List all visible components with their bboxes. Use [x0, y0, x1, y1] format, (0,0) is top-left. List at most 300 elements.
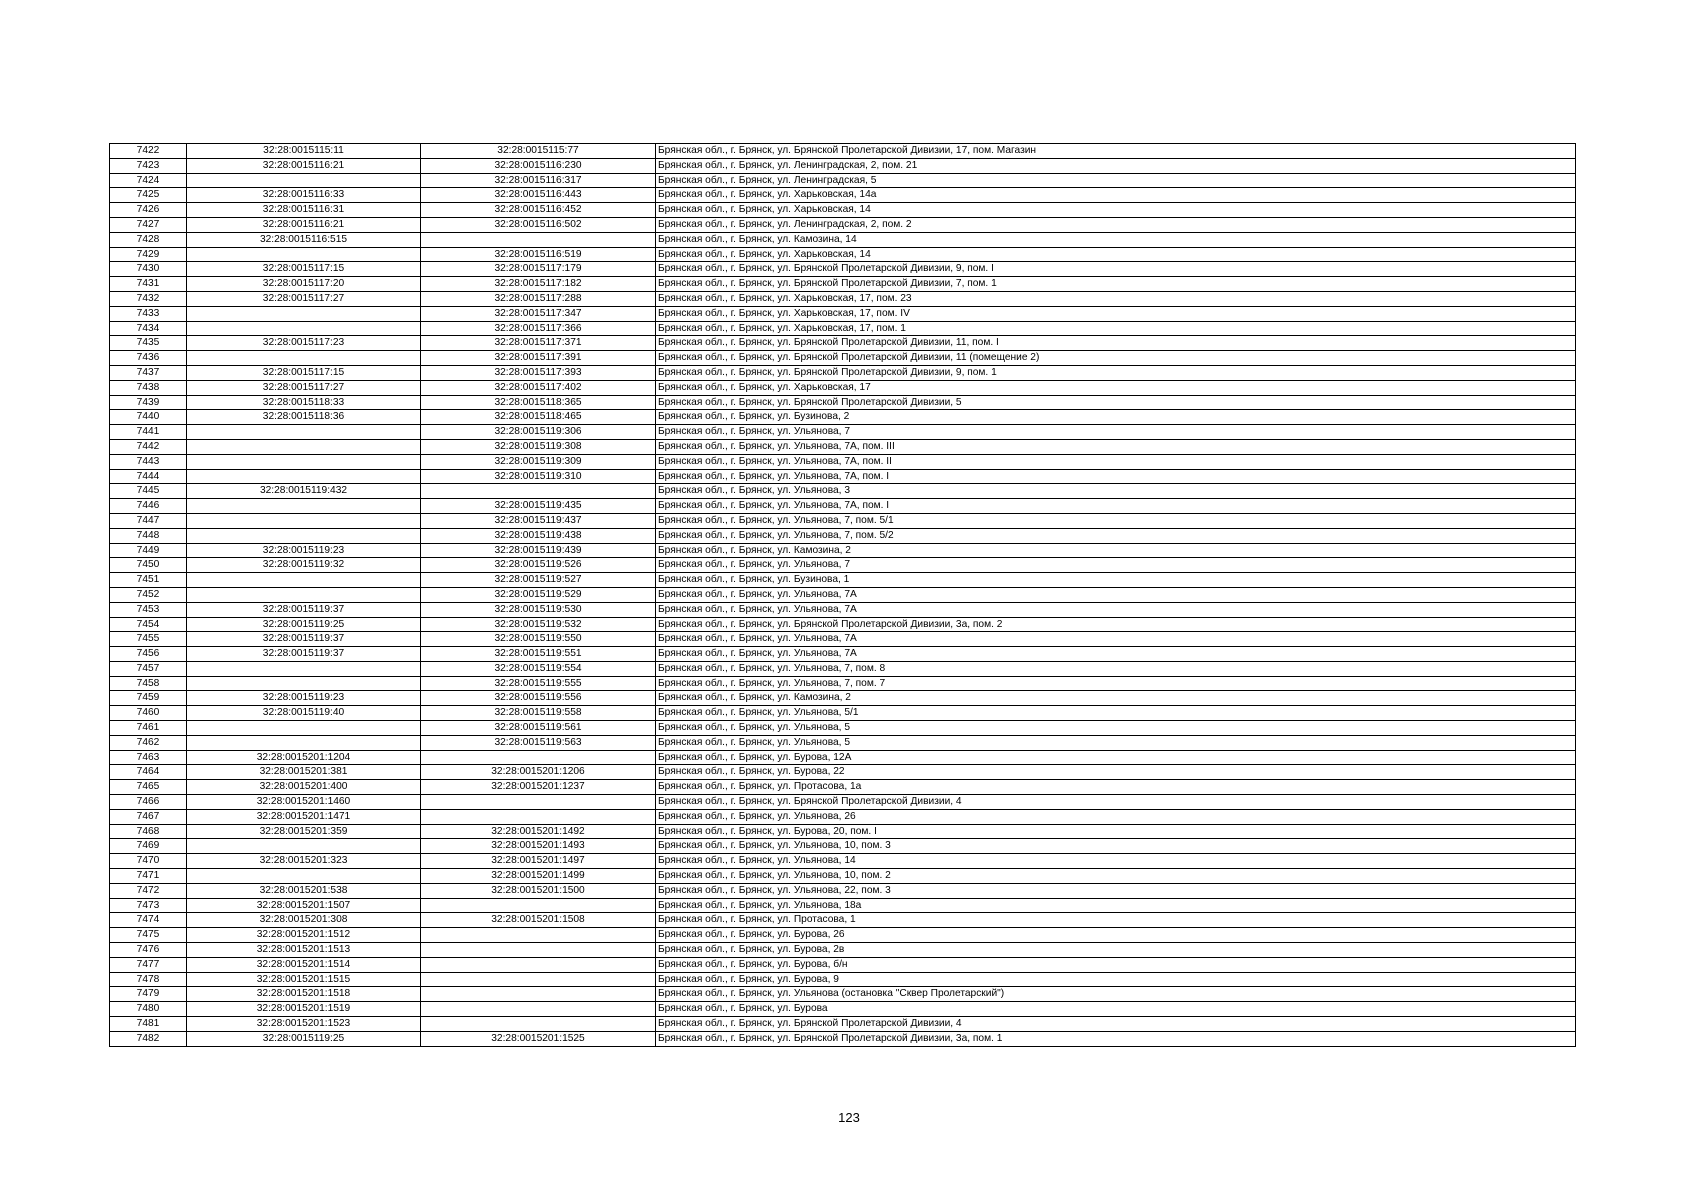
row-number-cell: 7439: [110, 395, 187, 410]
address-cell: Брянская обл., г. Брянск, ул. Ульянова, 7, пом. 7: [656, 676, 1576, 691]
object-cadastral-number-cell: 32:28:0015117:288: [421, 291, 656, 306]
object-cadastral-number-cell: 32:28:0015201:1508: [421, 913, 656, 928]
row-number-cell: 7482: [110, 1031, 187, 1046]
object-cadastral-number-cell: 32:28:0015118:465: [421, 410, 656, 425]
address-cell: Брянская обл., г. Брянск, ул. Ульянова, 18а: [656, 898, 1576, 913]
table-row: [110, 721, 1576, 736]
land-cadastral-number-cell: 32:28:0015119:23: [187, 543, 421, 558]
row-number-cell: 7437: [110, 365, 187, 380]
object-cadastral-number-cell: 32:28:0015119:530: [421, 602, 656, 617]
address-cell: Брянская обл., г. Брянск, ул. Бузинова, 1: [656, 573, 1576, 588]
object-cadastral-number-cell: [421, 898, 656, 913]
land-cadastral-number-cell: 32:28:0015201:1523: [187, 1017, 421, 1032]
object-cadastral-number-cell: 32:28:0015118:365: [421, 395, 656, 410]
address-cell: Брянская обл., г. Брянск, ул. Ульянова, 22, пом. 3: [656, 883, 1576, 898]
land-cadastral-number-cell: [187, 735, 421, 750]
land-cadastral-number-cell: 32:28:0015119:37: [187, 602, 421, 617]
row-number-cell: 7447: [110, 513, 187, 528]
table-row: [110, 365, 1576, 380]
address-cell: Брянская обл., г. Брянск, ул. Харьковская, 17, пом. 23: [656, 291, 1576, 306]
row-number-cell: 7424: [110, 173, 187, 188]
row-number-cell: 7458: [110, 676, 187, 691]
land-cadastral-number-cell: 32:28:0015201:538: [187, 883, 421, 898]
table-row: [110, 587, 1576, 602]
land-cadastral-number-cell: 32:28:0015117:15: [187, 365, 421, 380]
land-cadastral-number-cell: 32:28:0015116:31: [187, 203, 421, 218]
land-cadastral-number-cell: 32:28:0015119:37: [187, 632, 421, 647]
table-row: [110, 558, 1576, 573]
address-cell: Брянская обл., г. Брянск, ул. Бурова, 26: [656, 928, 1576, 943]
object-cadastral-number-cell: 32:28:0015117:366: [421, 321, 656, 336]
row-number-cell: 7479: [110, 987, 187, 1002]
row-number-cell: 7450: [110, 558, 187, 573]
land-cadastral-number-cell: [187, 513, 421, 528]
object-cadastral-number-cell: 32:28:0015119:529: [421, 587, 656, 602]
table-row: [110, 913, 1576, 928]
address-cell: Брянская обл., г. Брянск, ул. Бурова, б/н: [656, 957, 1576, 972]
object-cadastral-number-cell: 32:28:0015116:502: [421, 217, 656, 232]
object-cadastral-number-cell: [421, 809, 656, 824]
address-cell: Брянская обл., г. Брянск, ул. Брянской Пролетарской Дивизии, 11, пом. I: [656, 336, 1576, 351]
object-cadastral-number-cell: 32:28:0015119:438: [421, 528, 656, 543]
object-cadastral-number-cell: [421, 1017, 656, 1032]
table-row: [110, 1002, 1576, 1017]
address-cell: Брянская обл., г. Брянск, ул. Брянской Пролетарской Дивизии, 11 (помещение 2): [656, 351, 1576, 366]
address-cell: Брянская обл., г. Брянск, ул. Ульянова, 7: [656, 558, 1576, 573]
table-row: [110, 1031, 1576, 1046]
land-cadastral-number-cell: 32:28:0015201:359: [187, 824, 421, 839]
object-cadastral-number-cell: [421, 957, 656, 972]
address-cell: Брянская обл., г. Брянск, ул. Ульянова, 5/1: [656, 706, 1576, 721]
land-cadastral-number-cell: 32:28:0015117:27: [187, 291, 421, 306]
object-cadastral-number-cell: 32:28:0015201:1206: [421, 765, 656, 780]
address-cell: Брянская обл., г. Брянск, ул. Брянской Пролетарской Дивизии, 4: [656, 795, 1576, 810]
row-number-cell: 7442: [110, 439, 187, 454]
row-number-cell: 7432: [110, 291, 187, 306]
address-cell: Брянская обл., г. Брянск, ул. Ульянова, 7, пом. 5/2: [656, 528, 1576, 543]
address-cell: Брянская обл., г. Брянск, ул. Ульянова, 10, пом. 3: [656, 839, 1576, 854]
object-cadastral-number-cell: 32:28:0015119:527: [421, 573, 656, 588]
object-cadastral-number-cell: 32:28:0015117:347: [421, 306, 656, 321]
table-row: [110, 750, 1576, 765]
table-row: [110, 232, 1576, 247]
object-cadastral-number-cell: 32:28:0015119:532: [421, 617, 656, 632]
object-cadastral-number-cell: 32:28:0015119:310: [421, 469, 656, 484]
table-row: [110, 351, 1576, 366]
address-cell: Брянская обл., г. Брянск, ул. Ленинградская, 2, пом. 21: [656, 158, 1576, 173]
row-number-cell: 7466: [110, 795, 187, 810]
row-number-cell: 7423: [110, 158, 187, 173]
land-cadastral-number-cell: [187, 869, 421, 884]
row-number-cell: 7470: [110, 854, 187, 869]
table-row: [110, 439, 1576, 454]
row-number-cell: 7469: [110, 839, 187, 854]
table-row: [110, 943, 1576, 958]
land-cadastral-number-cell: 32:28:0015119:432: [187, 484, 421, 499]
address-cell: Брянская обл., г. Брянск, ул. Ленинградская, 2, пом. 2: [656, 217, 1576, 232]
table-row: [110, 617, 1576, 632]
address-cell: Брянская обл., г. Брянск, ул. Брянской Пролетарской Дивизии, 7, пом. 1: [656, 277, 1576, 292]
table-row: [110, 425, 1576, 440]
table-row: [110, 203, 1576, 218]
row-number-cell: 7471: [110, 869, 187, 884]
land-cadastral-number-cell: 32:28:0015119:23: [187, 691, 421, 706]
land-cadastral-number-cell: [187, 439, 421, 454]
address-cell: Брянская обл., г. Брянск, ул. Ульянова, 7А: [656, 632, 1576, 647]
table-row: [110, 173, 1576, 188]
table-row: [110, 528, 1576, 543]
row-number-cell: 7460: [110, 706, 187, 721]
object-cadastral-number-cell: [421, 943, 656, 958]
land-cadastral-number-cell: [187, 469, 421, 484]
row-number-cell: 7476: [110, 943, 187, 958]
object-cadastral-number-cell: 32:28:0015117:179: [421, 262, 656, 277]
address-cell: Брянская обл., г. Брянск, ул. Бурова: [656, 1002, 1576, 1017]
address-cell: Брянская обл., г. Брянск, ул. Ульянова (остановка "Сквер Пролетарский"): [656, 987, 1576, 1002]
land-cadastral-number-cell: 32:28:0015117:23: [187, 336, 421, 351]
address-cell: Брянская обл., г. Брянск, ул. Ленинградская, 5: [656, 173, 1576, 188]
row-number-cell: 7440: [110, 410, 187, 425]
row-number-cell: 7441: [110, 425, 187, 440]
address-cell: Брянская обл., г. Брянск, ул. Ульянова, 5: [656, 721, 1576, 736]
table-row: [110, 691, 1576, 706]
object-cadastral-number-cell: 32:28:0015117:393: [421, 365, 656, 380]
land-cadastral-number-cell: 32:28:0015201:381: [187, 765, 421, 780]
table-row: [110, 780, 1576, 795]
row-number-cell: 7446: [110, 499, 187, 514]
object-cadastral-number-cell: [421, 987, 656, 1002]
address-cell: Брянская обл., г. Брянск, ул. Камозина, 14: [656, 232, 1576, 247]
row-number-cell: 7472: [110, 883, 187, 898]
object-cadastral-number-cell: 32:28:0015116:317: [421, 173, 656, 188]
address-cell: Брянская обл., г. Брянск, ул. Ульянова, 3: [656, 484, 1576, 499]
land-cadastral-number-cell: 32:28:0015118:33: [187, 395, 421, 410]
table-row: [110, 543, 1576, 558]
address-cell: Брянская обл., г. Брянск, ул. Протасова, 1а: [656, 780, 1576, 795]
table-row: [110, 869, 1576, 884]
land-cadastral-number-cell: [187, 454, 421, 469]
address-cell: Брянская обл., г. Брянск, ул. Харьковская, 17: [656, 380, 1576, 395]
address-cell: Брянская обл., г. Брянск, ул. Ульянова, 14: [656, 854, 1576, 869]
land-cadastral-number-cell: 32:28:0015116:515: [187, 232, 421, 247]
address-cell: Брянская обл., г. Брянск, ул. Ульянова, 7А: [656, 602, 1576, 617]
table-row: [110, 291, 1576, 306]
row-number-cell: 7481: [110, 1017, 187, 1032]
address-cell: Брянская обл., г. Брянск, ул. Камозина, 2: [656, 543, 1576, 558]
table-row: [110, 735, 1576, 750]
object-cadastral-number-cell: [421, 484, 656, 499]
row-number-cell: 7430: [110, 262, 187, 277]
row-number-cell: 7428: [110, 232, 187, 247]
row-number-cell: 7433: [110, 306, 187, 321]
table-row: [110, 217, 1576, 232]
object-cadastral-number-cell: 32:28:0015116:452: [421, 203, 656, 218]
row-number-cell: 7425: [110, 188, 187, 203]
table-row: [110, 957, 1576, 972]
row-number-cell: 7465: [110, 780, 187, 795]
table-row: [110, 380, 1576, 395]
address-cell: Брянская обл., г. Брянск, ул. Ульянова, 7А, пом. I: [656, 469, 1576, 484]
address-cell: Брянская обл., г. Брянск, ул. Брянской Пролетарской Дивизии, 9, пом. I: [656, 262, 1576, 277]
address-cell: Брянская обл., г. Брянск, ул. Ульянова, 5: [656, 735, 1576, 750]
land-cadastral-number-cell: 32:28:0015117:15: [187, 262, 421, 277]
row-number-cell: 7467: [110, 809, 187, 824]
table-row: [110, 336, 1576, 351]
table-row: [110, 883, 1576, 898]
land-cadastral-number-cell: 32:28:0015201:400: [187, 780, 421, 795]
land-cadastral-number-cell: 32:28:0015201:1518: [187, 987, 421, 1002]
table-row: [110, 410, 1576, 425]
address-cell: Брянская обл., г. Брянск, ул. Бурова, 9: [656, 972, 1576, 987]
table-row: [110, 706, 1576, 721]
table-row: [110, 854, 1576, 869]
row-number-cell: 7454: [110, 617, 187, 632]
object-cadastral-number-cell: [421, 795, 656, 810]
table-row: [110, 928, 1576, 943]
address-cell: Брянская обл., г. Брянск, ул. Харьковская, 14: [656, 247, 1576, 262]
address-cell: Брянская обл., г. Брянск, ул. Брянской Пролетарской Дивизии, 3а, пом. 2: [656, 617, 1576, 632]
table-body: [110, 144, 1576, 1047]
object-cadastral-number-cell: 32:28:0015119:550: [421, 632, 656, 647]
row-number-cell: 7422: [110, 144, 187, 159]
land-cadastral-number-cell: [187, 306, 421, 321]
address-cell: Брянская обл., г. Брянск, ул. Ульянова, 7, пом. 8: [656, 661, 1576, 676]
row-number-cell: 7478: [110, 972, 187, 987]
object-cadastral-number-cell: [421, 232, 656, 247]
address-cell: Брянская обл., г. Брянск, ул. Бузинова, 2: [656, 410, 1576, 425]
land-cadastral-number-cell: [187, 425, 421, 440]
object-cadastral-number-cell: 32:28:0015201:1497: [421, 854, 656, 869]
table-row: [110, 795, 1576, 810]
object-cadastral-number-cell: [421, 928, 656, 943]
object-cadastral-number-cell: 32:28:0015119:526: [421, 558, 656, 573]
table-row: [110, 484, 1576, 499]
table-row: [110, 839, 1576, 854]
land-cadastral-number-cell: 32:28:0015118:36: [187, 410, 421, 425]
land-cadastral-number-cell: 32:28:0015119:37: [187, 647, 421, 662]
address-cell: Брянская обл., г. Брянск, ул. Ульянова, 10, пом. 2: [656, 869, 1576, 884]
land-cadastral-number-cell: [187, 247, 421, 262]
address-cell: Брянская обл., г. Брянск, ул. Брянской Пролетарской Дивизии, 3а, пом. 1: [656, 1031, 1576, 1046]
row-number-cell: 7457: [110, 661, 187, 676]
table-row: [110, 454, 1576, 469]
document-table-container: [109, 143, 1575, 1047]
address-cell: Брянская обл., г. Брянск, ул. Ульянова, 7: [656, 425, 1576, 440]
row-number-cell: 7456: [110, 647, 187, 662]
row-number-cell: 7449: [110, 543, 187, 558]
table-row: [110, 824, 1576, 839]
object-cadastral-number-cell: 32:28:0015115:77: [421, 144, 656, 159]
address-cell: Брянская обл., г. Брянск, ул. Брянской Пролетарской Дивизии, 4: [656, 1017, 1576, 1032]
row-number-cell: 7474: [110, 913, 187, 928]
table-row: [110, 898, 1576, 913]
land-cadastral-number-cell: 32:28:0015201:1513: [187, 943, 421, 958]
table-row: [110, 573, 1576, 588]
object-cadastral-number-cell: 32:28:0015116:443: [421, 188, 656, 203]
object-cadastral-number-cell: 32:28:0015119:563: [421, 735, 656, 750]
table-row: [110, 602, 1576, 617]
table-row: [110, 306, 1576, 321]
address-cell: Брянская обл., г. Брянск, ул. Харьковская, 14а: [656, 188, 1576, 203]
row-number-cell: 7434: [110, 321, 187, 336]
object-cadastral-number-cell: 32:28:0015117:182: [421, 277, 656, 292]
address-cell: Брянская обл., г. Брянск, ул. Бурова, 12А: [656, 750, 1576, 765]
row-number-cell: 7475: [110, 928, 187, 943]
object-cadastral-number-cell: 32:28:0015119:306: [421, 425, 656, 440]
land-cadastral-number-cell: 32:28:0015201:1460: [187, 795, 421, 810]
object-cadastral-number-cell: 32:28:0015119:435: [421, 499, 656, 514]
land-cadastral-number-cell: 32:28:0015201:1507: [187, 898, 421, 913]
land-cadastral-number-cell: [187, 676, 421, 691]
object-cadastral-number-cell: 32:28:0015119:554: [421, 661, 656, 676]
row-number-cell: 7443: [110, 454, 187, 469]
object-cadastral-number-cell: 32:28:0015117:371: [421, 336, 656, 351]
object-cadastral-number-cell: 32:28:0015119:556: [421, 691, 656, 706]
land-cadastral-number-cell: 32:28:0015119:25: [187, 617, 421, 632]
object-cadastral-number-cell: 32:28:0015116:519: [421, 247, 656, 262]
address-cell: Брянская обл., г. Брянск, ул. Бурова, 20, пом. I: [656, 824, 1576, 839]
land-cadastral-number-cell: 32:28:0015201:1514: [187, 957, 421, 972]
row-number-cell: 7463: [110, 750, 187, 765]
address-cell: Брянская обл., г. Брянск, ул. Ульянова, 7А: [656, 587, 1576, 602]
object-cadastral-number-cell: 32:28:0015116:230: [421, 158, 656, 173]
address-cell: Брянская обл., г. Брянск, ул. Бурова, 2в: [656, 943, 1576, 958]
table-row: [110, 321, 1576, 336]
land-cadastral-number-cell: [187, 499, 421, 514]
object-cadastral-number-cell: 32:28:0015117:391: [421, 351, 656, 366]
object-cadastral-number-cell: [421, 750, 656, 765]
row-number-cell: 7445: [110, 484, 187, 499]
table-row: [110, 809, 1576, 824]
row-number-cell: 7427: [110, 217, 187, 232]
land-cadastral-number-cell: 32:28:0015117:27: [187, 380, 421, 395]
row-number-cell: 7431: [110, 277, 187, 292]
object-cadastral-number-cell: 32:28:0015201:1237: [421, 780, 656, 795]
table-row: [110, 499, 1576, 514]
object-cadastral-number-cell: 32:28:0015201:1525: [421, 1031, 656, 1046]
address-cell: Брянская обл., г. Брянск, ул. Харьковская, 17, пом. IV: [656, 306, 1576, 321]
table-row: [110, 1017, 1576, 1032]
row-number-cell: 7436: [110, 351, 187, 366]
land-cadastral-number-cell: 32:28:0015201:323: [187, 854, 421, 869]
table-row: [110, 247, 1576, 262]
land-cadastral-number-cell: 32:28:0015116:21: [187, 217, 421, 232]
object-cadastral-number-cell: 32:28:0015201:1492: [421, 824, 656, 839]
land-cadastral-number-cell: [187, 661, 421, 676]
land-cadastral-number-cell: 32:28:0015115:11: [187, 144, 421, 159]
object-cadastral-number-cell: 32:28:0015119:551: [421, 647, 656, 662]
row-number-cell: 7452: [110, 587, 187, 602]
row-number-cell: 7455: [110, 632, 187, 647]
table-row: [110, 144, 1576, 159]
table-row: [110, 469, 1576, 484]
land-cadastral-number-cell: 32:28:0015201:1512: [187, 928, 421, 943]
table-row: [110, 765, 1576, 780]
land-cadastral-number-cell: [187, 321, 421, 336]
object-cadastral-number-cell: 32:28:0015119:561: [421, 721, 656, 736]
object-cadastral-number-cell: 32:28:0015117:402: [421, 380, 656, 395]
address-cell: Брянская обл., г. Брянск, ул. Ульянова, 7, пом. 5/1: [656, 513, 1576, 528]
row-number-cell: 7453: [110, 602, 187, 617]
cadastral-table: [109, 143, 1576, 1047]
row-number-cell: 7459: [110, 691, 187, 706]
land-cadastral-number-cell: 32:28:0015201:1471: [187, 809, 421, 824]
row-number-cell: 7464: [110, 765, 187, 780]
address-cell: Брянская обл., г. Брянск, ул. Харьковская, 14: [656, 203, 1576, 218]
row-number-cell: 7435: [110, 336, 187, 351]
page-number: 123: [838, 1110, 860, 1125]
object-cadastral-number-cell: 32:28:0015201:1500: [421, 883, 656, 898]
row-number-cell: 7468: [110, 824, 187, 839]
table-row: [110, 972, 1576, 987]
land-cadastral-number-cell: [187, 721, 421, 736]
land-cadastral-number-cell: 32:28:0015116:33: [187, 188, 421, 203]
address-cell: Брянская обл., г. Брянск, ул. Протасова, 1: [656, 913, 1576, 928]
object-cadastral-number-cell: 32:28:0015119:555: [421, 676, 656, 691]
address-cell: Брянская обл., г. Брянск, ул. Бурова, 22: [656, 765, 1576, 780]
address-cell: Брянская обл., г. Брянск, ул. Харьковская, 17, пом. 1: [656, 321, 1576, 336]
land-cadastral-number-cell: [187, 587, 421, 602]
row-number-cell: 7448: [110, 528, 187, 543]
table-row: [110, 632, 1576, 647]
object-cadastral-number-cell: 32:28:0015119:309: [421, 454, 656, 469]
row-number-cell: 7438: [110, 380, 187, 395]
table-row: [110, 277, 1576, 292]
object-cadastral-number-cell: 32:28:0015119:437: [421, 513, 656, 528]
table-row: [110, 395, 1576, 410]
table-row: [110, 661, 1576, 676]
land-cadastral-number-cell: [187, 173, 421, 188]
land-cadastral-number-cell: [187, 351, 421, 366]
address-cell: Брянская обл., г. Брянск, ул. Ульянова, 7А: [656, 647, 1576, 662]
object-cadastral-number-cell: [421, 972, 656, 987]
row-number-cell: 7444: [110, 469, 187, 484]
row-number-cell: 7426: [110, 203, 187, 218]
land-cadastral-number-cell: 32:28:0015201:1515: [187, 972, 421, 987]
row-number-cell: 7477: [110, 957, 187, 972]
object-cadastral-number-cell: 32:28:0015119:558: [421, 706, 656, 721]
address-cell: Брянская обл., г. Брянск, ул. Ульянова, 7А, пом. II: [656, 454, 1576, 469]
row-number-cell: 7451: [110, 573, 187, 588]
land-cadastral-number-cell: 32:28:0015201:308: [187, 913, 421, 928]
table-row: [110, 987, 1576, 1002]
object-cadastral-number-cell: [421, 1002, 656, 1017]
row-number-cell: 7462: [110, 735, 187, 750]
address-cell: Брянская обл., г. Брянск, ул. Ульянова, 7А, пом. I: [656, 499, 1576, 514]
land-cadastral-number-cell: 32:28:0015201:1519: [187, 1002, 421, 1017]
land-cadastral-number-cell: 32:28:0015119:25: [187, 1031, 421, 1046]
land-cadastral-number-cell: 32:28:0015201:1204: [187, 750, 421, 765]
object-cadastral-number-cell: 32:28:0015201:1499: [421, 869, 656, 884]
land-cadastral-number-cell: [187, 528, 421, 543]
table-row: [110, 188, 1576, 203]
address-cell: Брянская обл., г. Брянск, ул. Брянской Пролетарской Дивизии, 9, пом. 1: [656, 365, 1576, 380]
object-cadastral-number-cell: 32:28:0015119:439: [421, 543, 656, 558]
land-cadastral-number-cell: 32:28:0015117:20: [187, 277, 421, 292]
object-cadastral-number-cell: 32:28:0015201:1493: [421, 839, 656, 854]
land-cadastral-number-cell: 32:28:0015119:32: [187, 558, 421, 573]
land-cadastral-number-cell: [187, 839, 421, 854]
land-cadastral-number-cell: 32:28:0015116:21: [187, 158, 421, 173]
address-cell: Брянская обл., г. Брянск, ул. Ульянова, 7А, пом. III: [656, 439, 1576, 454]
object-cadastral-number-cell: 32:28:0015119:308: [421, 439, 656, 454]
address-cell: Брянская обл., г. Брянск, ул. Брянской Пролетарской Дивизии, 5: [656, 395, 1576, 410]
row-number-cell: 7461: [110, 721, 187, 736]
land-cadastral-number-cell: 32:28:0015119:40: [187, 706, 421, 721]
address-cell: Брянская обл., г. Брянск, ул. Камозина, 2: [656, 691, 1576, 706]
table-row: [110, 262, 1576, 277]
table-row: [110, 513, 1576, 528]
